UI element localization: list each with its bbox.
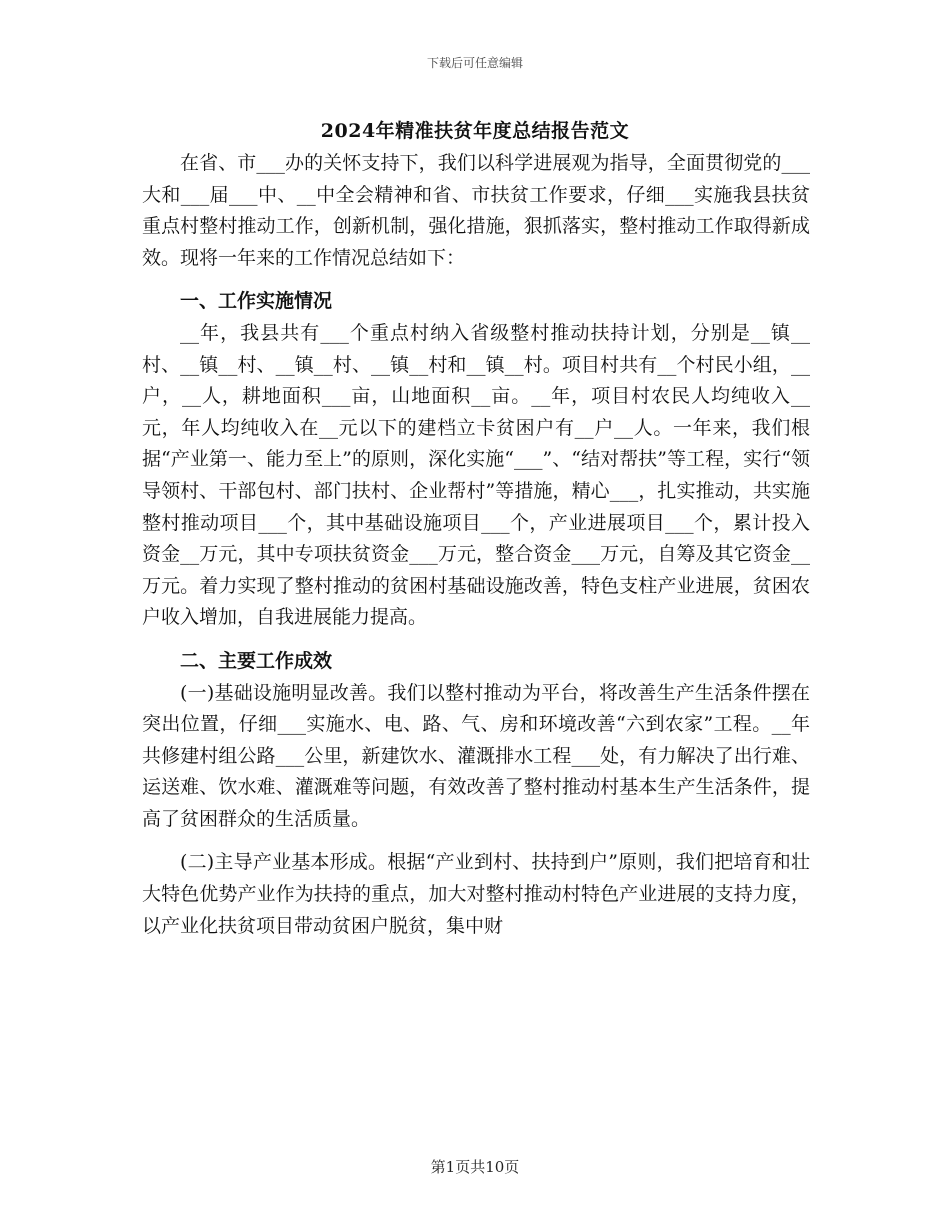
section-heading-1: 一、工作实施情况 — [180, 290, 333, 313]
section-2-paragraph-1: (一)基础设施明显改善。我们以整村推动为平台，将改善生产生活条件摆在突出位置，仔细___实施水、电、路、气、房和环境改善“六到农家”工程。__年共修建村组公路___公里，新建饮水、灌溉排水工程___处，有力解决了出行难、运送难、饮水难、灌溉难等问题，有效改善了整村推动村基本生产生活条件，提高了贫困群众的生活质量。 — [142, 681, 810, 830]
intro-paragraph: 在省、市___办的关怀支持下，我们以科学进展观为指导，全面贯彻党的___大和___届___中、__中全会精神和省、市扶贫工作要求，仔细___实施我县扶贫重点村整村推动工作，创新机制，强化措施，狠抓落实，整村推动工作取得新成效。现将一年来的工作情况总结如下： — [142, 152, 810, 269]
section-2-paragraph-2: (二)主导产业基本形成。根据“产业到村、扶持到户”原则，我们把培育和壮大特色优势产业作为扶持的重点，加大对整村推动村特色产业进展的支持力度，以产业化扶贫项目带动贫困户脱贫，集中财 — [142, 851, 810, 937]
document-body — [142, 148, 810, 942]
document-title: 2024年精准扶贫年度总结报告范文 — [320, 120, 630, 142]
page-footer: 第1页共10页 — [430, 1158, 520, 1176]
header-note: 下载后可任意编辑 — [426, 56, 523, 70]
section-heading-2: 二、主要工作成效 — [180, 649, 333, 672]
section-1-paragraph: __年，我县共有___个重点村纳入省级整村推动扶持计划，分别是__镇__村、__镇__村、__镇__村、__镇__村和__镇__村。项目村共有__个村民小组，__户，__人，耕地面积___亩，山地面积__亩。__年，项目村农民人均纯收入__元，年人均纯收入在__元以下的建档立卡贫困户有__户__人。一年来，我们根据“产业第一、能力至上”的原则，深化实施“___”、“结对帮扶”等工程，实行“领导领村、干部包村、部门扶村、企业帮村”等措施，精心___，扎实推动，共实施整村推动项目___个，其中基础设施项目___个，产业进展项目___个，累计投入资金__万元，其中专项扶贫资金___万元，整合资金___万元，自筹及其它资金__万元。着力实现了整村推动的贫困村基础设施改善，特色支柱产业进展，贫困农户收入增加，自我进展能力提高。 — [142, 321, 810, 629]
